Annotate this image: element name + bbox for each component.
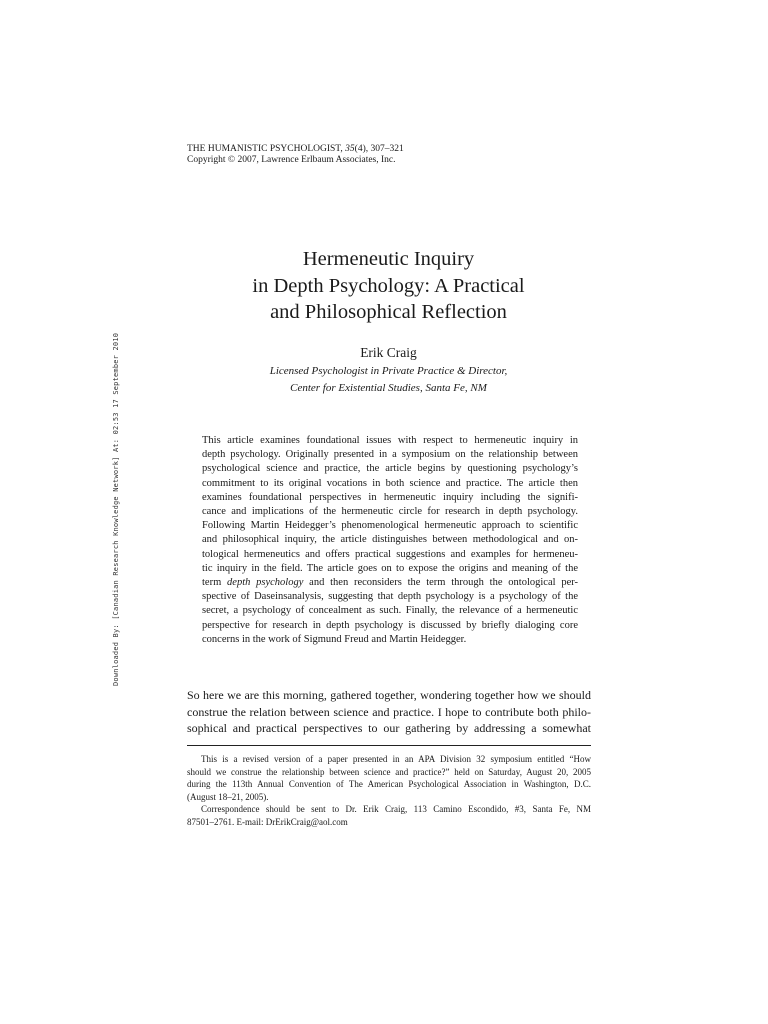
correspondence-line: 87501–2761. E-mail: DrErikCraig@aol.com: [187, 816, 348, 827]
title-line: Hermeneutic Inquiry: [302, 248, 475, 270]
article-title: [187, 246, 590, 326]
journal-volume: 35: [345, 144, 355, 154]
abstract-line: tic inquiry in the field. The article goes on to expose the origins and meaning of the: [202, 562, 578, 574]
affiliation-line: Center for Existential Studies, Santa Fe, NM: [290, 382, 487, 394]
abstract-line: commitment to its original vocations in both science and practice. The article then: [202, 477, 578, 489]
journal-name: THE HUMANISTIC PSYCHOLOGIST,: [187, 144, 343, 154]
correspondence-line: Correspondence should be sent to Dr. Erik Craig, 113 Camino Escondido, #3, Santa Fe, NM: [201, 804, 591, 814]
abstract-text: and then reconsiders the term through the ontological per-: [303, 577, 579, 589]
author-affiliation: [187, 363, 590, 397]
abstract-line: concerns in the work of Sigmund Freud and Martin Heidegger.: [202, 633, 467, 645]
footnotes: [187, 753, 591, 828]
abstract-line: [202, 576, 578, 590]
abstract-text: term: [202, 577, 228, 589]
body-paragraph: [187, 687, 591, 737]
abstract-line: This article examines foundational issues with respect to hermeneutic inquiry in: [202, 435, 578, 446]
abstract-line: Following Martin Heidegger’s phenomenological hermeneutic approach to scientific: [202, 520, 578, 532]
abstract-line: secret, a psychology of concealment as such. Finally, the relevance of a hermeneutic: [202, 605, 578, 617]
body-line: So here we are this morning, gathered together, wondering together how we should: [187, 688, 591, 702]
abstract-line: perspective for research in depth psychology is discussed by briefly dialoging core: [202, 619, 578, 631]
journal-issue-pages: (4), 307–321: [354, 144, 404, 154]
footnote-divider: [187, 745, 591, 746]
journal-header: [187, 144, 404, 166]
abstract-line: examines foundational perspectives in hermeneutic inquiry including the signifi-: [202, 491, 578, 503]
abstract-line: depth psychology. Originally presented in a symposium on the relationship between: [202, 449, 578, 461]
author-name: Erik Craig: [360, 345, 417, 360]
footnote-line: should we construe the relationship between science and practice?” held on Saturday, August 20, 2005: [187, 766, 591, 777]
abstract-line: spective of Daseinsanalysis, suggesting that depth psychology is a psychology of the: [202, 591, 578, 603]
journal-citation: [187, 144, 404, 155]
download-stamp: Downloaded By: [Canadian Research Knowledge Network] At: 02:53 17 September 2010: [112, 332, 120, 686]
body-line: sophical and practical perspectives to our gathering by addressing a somewhat: [187, 721, 591, 735]
abstract-line: and philosophical inquiry, the article distinguishes between methodological and on-: [202, 534, 578, 546]
abstract-emphasis: depth psychology: [227, 577, 304, 589]
body-line: construe the relation between science and practice. I hope to contribute both philo-: [187, 704, 591, 719]
title-line: and Philosophical Reflection: [270, 301, 507, 323]
copyright-line: Copyright © 2007, Lawrence Erlbaum Associates, Inc.: [187, 155, 396, 165]
title-line: in Depth Psychology: A Practical: [252, 274, 525, 297]
footnote-line: This is a revised version of a paper presented in an APA Division 32 symposium entitled “How: [201, 754, 591, 764]
abstract: [202, 434, 578, 647]
abstract-line: cance and implications of the hermeneutic circle for research in depth psychology.: [202, 506, 578, 518]
footnote-line: during the 113th Annual Convention of The American Psychological Association in Washington, D.C.: [187, 779, 591, 789]
footnote-line: (August 18–21, 2005).: [187, 791, 269, 802]
abstract-line: tological hermeneutics and offers practical suggestions and examples for hermeneu-: [202, 548, 578, 560]
abstract-line: psychological science and practice, the article begins by questioning psychology’s: [202, 463, 578, 475]
affiliation-line: Licensed Psychologist in Private Practice & Director,: [269, 365, 508, 377]
